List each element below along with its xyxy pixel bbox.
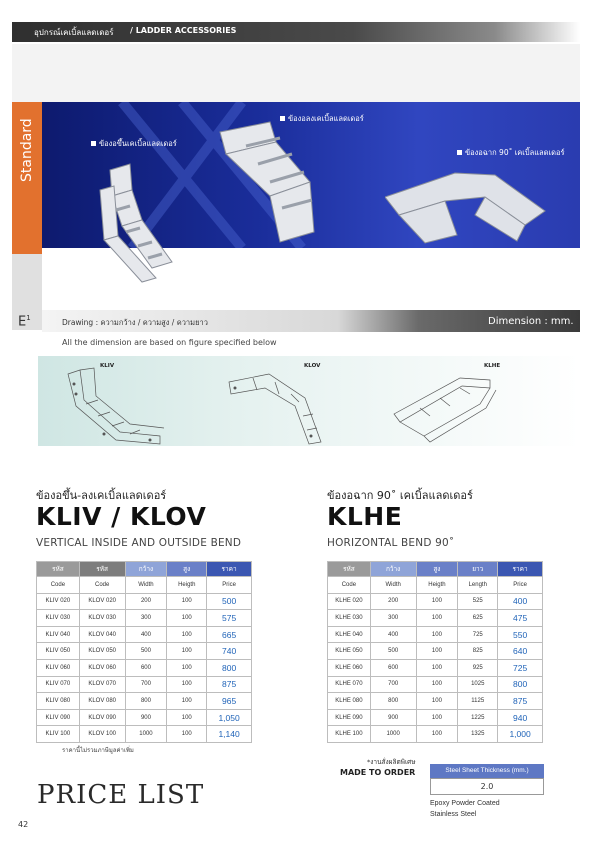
table-cell: 725 bbox=[458, 626, 498, 643]
table-cell: 600 bbox=[125, 659, 167, 676]
table-row bbox=[37, 626, 252, 643]
table-cell: KLHE 030 bbox=[328, 610, 371, 627]
table-row bbox=[328, 626, 543, 643]
table-cell: 500 bbox=[370, 643, 416, 660]
table-cell: 525 bbox=[458, 593, 498, 610]
table-cell: 100 bbox=[416, 626, 458, 643]
kliv-product-image bbox=[70, 150, 190, 300]
vat-note: ราคานี้ไม่รวมภาษีมูลค่าเพิ่ม bbox=[62, 747, 134, 754]
price-cell: 500 bbox=[207, 593, 252, 610]
table-cell: KLIV 050 bbox=[37, 643, 80, 660]
header-band bbox=[12, 44, 580, 102]
table-cell: 700 bbox=[125, 676, 167, 693]
table-cell: 600 bbox=[370, 659, 416, 676]
price-cell: 875 bbox=[207, 676, 252, 693]
standard-label: Standard bbox=[19, 118, 35, 182]
table-cell: KLHE 090 bbox=[328, 709, 371, 726]
dimension-unit: Dimension : mm. bbox=[488, 316, 574, 327]
price-cell: 725 bbox=[498, 659, 543, 676]
table-cell: KLIV 100 bbox=[37, 726, 80, 743]
price-cell: 665 bbox=[207, 626, 252, 643]
table-cell: KLIV 070 bbox=[37, 676, 80, 693]
table-cell: 100 bbox=[416, 593, 458, 610]
price-cell: 1,140 bbox=[207, 726, 252, 743]
table-header-cell: ราคา bbox=[498, 562, 543, 577]
hero-label-inside-text: ข้องอขึ้นเคเบิ้ลแลดเดอร์ bbox=[99, 139, 177, 148]
table-cell: 800 bbox=[370, 693, 416, 710]
table-row bbox=[328, 676, 543, 693]
price-cell: 400 bbox=[498, 593, 543, 610]
section-code bbox=[18, 314, 31, 329]
table-row bbox=[37, 726, 252, 743]
table-cell: KLHE 060 bbox=[328, 659, 371, 676]
table-cell: KLOV 060 bbox=[79, 659, 125, 676]
table-cell: 100 bbox=[167, 726, 207, 743]
table-cell: 800 bbox=[125, 693, 167, 710]
table-cell: 100 bbox=[416, 676, 458, 693]
table-cell: KLOV 050 bbox=[79, 643, 125, 660]
table-cell: KLHE 050 bbox=[328, 643, 371, 660]
table-cell: KLOV 100 bbox=[79, 726, 125, 743]
table-cell: KLOV 020 bbox=[79, 593, 125, 610]
table-cell: 100 bbox=[416, 659, 458, 676]
material-stainless: Stainless Steel bbox=[430, 811, 477, 818]
thickness-header: Steel Sheet Thickness (mm.) bbox=[430, 764, 544, 778]
table-cell: KLIV 030 bbox=[37, 610, 80, 627]
table-cell: KLHE 040 bbox=[328, 626, 371, 643]
made-to-order-thai: *งานสั่งผลิตพิเศษ bbox=[367, 758, 416, 766]
table-cell: 100 bbox=[416, 610, 458, 627]
table-header-cell: กว้าง bbox=[125, 562, 167, 577]
table-header-cell: Price bbox=[207, 577, 252, 594]
hero-label-horizontal-text: ข้องอฉาก 90˚ เคเบิ้ลแลดเดอร์ bbox=[465, 148, 565, 157]
price-cell: 800 bbox=[207, 659, 252, 676]
table-header-cell: สูง bbox=[167, 562, 207, 577]
table-cell: 100 bbox=[167, 593, 207, 610]
page-number: 42 bbox=[18, 820, 29, 829]
price-cell: 475 bbox=[498, 610, 543, 627]
kliv-drawing bbox=[60, 360, 170, 446]
section-code-sup: 1 bbox=[26, 314, 31, 322]
right-product-title: KLHE bbox=[327, 502, 403, 531]
table-cell: 100 bbox=[167, 709, 207, 726]
table-cell: KLHE 080 bbox=[328, 693, 371, 710]
table-cell: 100 bbox=[416, 693, 458, 710]
price-cell: 875 bbox=[498, 693, 543, 710]
table-cell: 200 bbox=[370, 593, 416, 610]
table-cell: 900 bbox=[125, 709, 167, 726]
table-cell: KLIV 090 bbox=[37, 709, 80, 726]
table-cell: 1025 bbox=[458, 676, 498, 693]
table-row bbox=[37, 676, 252, 693]
header-category: / LADDER ACCESSORIES bbox=[130, 26, 237, 35]
table-header-cell: Width bbox=[370, 577, 416, 594]
table-header-cell: รหัส bbox=[328, 562, 371, 577]
table-header-cell: รหัส bbox=[79, 562, 125, 577]
table-header-cell: Width bbox=[125, 577, 167, 594]
table-row bbox=[328, 659, 543, 676]
drawing-caption: Drawing : ความกว้าง / ความสูง / ความยาว bbox=[62, 318, 208, 327]
table-cell: 100 bbox=[167, 643, 207, 660]
table-cell: KLIV 080 bbox=[37, 693, 80, 710]
table-cell: 700 bbox=[370, 676, 416, 693]
price-list-title: PRICE LIST bbox=[37, 780, 205, 810]
right-thai-title: ข้องอฉาก 90˚ เคเบิ้ลแลดเดอร์ bbox=[327, 489, 473, 502]
table-cell: 625 bbox=[458, 610, 498, 627]
table-cell: 100 bbox=[416, 709, 458, 726]
price-cell: 1,050 bbox=[207, 709, 252, 726]
table-header-cell: Length bbox=[458, 577, 498, 594]
kliv-klov-price-table bbox=[36, 561, 252, 743]
klov-drawing bbox=[225, 362, 335, 446]
left-product-title: KLIV / KLOV bbox=[36, 502, 207, 531]
table-cell: 1000 bbox=[125, 726, 167, 743]
table-cell: 100 bbox=[167, 610, 207, 627]
table-cell: 1125 bbox=[458, 693, 498, 710]
table-cell: KLHE 070 bbox=[328, 676, 371, 693]
header-thai-title: อุปกรณ์เคเบิ้ลแลดเดอร์ bbox=[34, 28, 114, 37]
table-row bbox=[37, 643, 252, 660]
table-row bbox=[328, 693, 543, 710]
price-cell: 550 bbox=[498, 626, 543, 643]
table-header-cell: Price bbox=[498, 577, 543, 594]
table-row bbox=[328, 726, 543, 743]
table-cell: 1325 bbox=[458, 726, 498, 743]
table-cell: 1000 bbox=[370, 726, 416, 743]
drawing-label-klov: KLOV bbox=[304, 363, 321, 369]
table-cell: 100 bbox=[167, 659, 207, 676]
table-header-cell: Heigth bbox=[167, 577, 207, 594]
left-thai-title: ข้องอขึ้น-ลงเคเบิ้ลแลดเดอร์ bbox=[36, 489, 167, 502]
klhe-product-image bbox=[385, 165, 555, 255]
table-cell: KLOV 070 bbox=[79, 676, 125, 693]
table-cell: 400 bbox=[125, 626, 167, 643]
price-cell: 575 bbox=[207, 610, 252, 627]
table-english-header-row bbox=[328, 577, 543, 594]
bullet-icon bbox=[91, 141, 96, 146]
table-header-cell: Code bbox=[37, 577, 80, 594]
table-cell: 100 bbox=[167, 626, 207, 643]
price-cell: 965 bbox=[207, 693, 252, 710]
table-english-header-row bbox=[37, 577, 252, 594]
table-row bbox=[328, 709, 543, 726]
table-row bbox=[37, 593, 252, 610]
table-cell: 100 bbox=[167, 676, 207, 693]
table-thai-header-row bbox=[37, 562, 252, 577]
made-to-order-label: MADE TO ORDER bbox=[340, 768, 416, 777]
table-cell: 925 bbox=[458, 659, 498, 676]
table-cell: 300 bbox=[125, 610, 167, 627]
left-product-subtitle: VERTICAL INSIDE AND OUTSIDE BEND bbox=[36, 537, 242, 549]
table-cell: KLOV 030 bbox=[79, 610, 125, 627]
header-bar bbox=[12, 22, 580, 42]
table-cell: KLHE 100 bbox=[328, 726, 371, 743]
drawing-label-kliv: KLIV bbox=[100, 363, 115, 369]
table-cell: KLOV 040 bbox=[79, 626, 125, 643]
table-cell: 100 bbox=[416, 643, 458, 660]
hero-label-outside bbox=[280, 113, 364, 125]
table-row bbox=[328, 610, 543, 627]
hero-label-horizontal bbox=[457, 147, 565, 159]
table-row bbox=[37, 610, 252, 627]
table-row bbox=[328, 593, 543, 610]
price-cell: 640 bbox=[498, 643, 543, 660]
table-header-cell: สูง bbox=[416, 562, 458, 577]
price-cell: 740 bbox=[207, 643, 252, 660]
table-cell: KLIV 040 bbox=[37, 626, 80, 643]
table-row bbox=[37, 693, 252, 710]
bullet-icon bbox=[280, 116, 285, 121]
table-cell: 300 bbox=[370, 610, 416, 627]
table-cell: 825 bbox=[458, 643, 498, 660]
table-header-cell: Code bbox=[79, 577, 125, 594]
klov-product-image bbox=[210, 112, 330, 252]
price-cell: 800 bbox=[498, 676, 543, 693]
table-cell: 400 bbox=[370, 626, 416, 643]
table-header-cell: กว้าง bbox=[370, 562, 416, 577]
table-header-cell: ราคา bbox=[207, 562, 252, 577]
table-thai-header-row bbox=[328, 562, 543, 577]
table-header-cell: ยาว bbox=[458, 562, 498, 577]
table-cell: 200 bbox=[125, 593, 167, 610]
table-cell: KLOV 090 bbox=[79, 709, 125, 726]
table-row bbox=[328, 643, 543, 660]
table-cell: 100 bbox=[416, 726, 458, 743]
table-header-cell: Heigth bbox=[416, 577, 458, 594]
table-row bbox=[37, 659, 252, 676]
table-header-cell: รหัส bbox=[37, 562, 80, 577]
table-header-cell: Code bbox=[328, 577, 371, 594]
price-cell: 1,000 bbox=[498, 726, 543, 743]
price-cell: 940 bbox=[498, 709, 543, 726]
drawing-label-klhe: KLHE bbox=[484, 363, 501, 369]
section-code-letter: E bbox=[18, 314, 27, 330]
table-cell: 900 bbox=[370, 709, 416, 726]
table-cell: KLHE 020 bbox=[328, 593, 371, 610]
table-cell: 500 bbox=[125, 643, 167, 660]
right-product-subtitle: HORIZONTAL BEND 90˚ bbox=[327, 537, 455, 549]
thickness-value: 2.0 bbox=[430, 778, 544, 795]
dimension-note: All the dimension are based on figure specified below bbox=[62, 338, 277, 347]
table-row bbox=[37, 709, 252, 726]
klhe-price-table bbox=[327, 561, 543, 743]
table-cell: 100 bbox=[167, 693, 207, 710]
table-cell: KLOV 080 bbox=[79, 693, 125, 710]
material-epoxy: Epoxy Powder Coated bbox=[430, 800, 500, 807]
hero-label-inside bbox=[91, 138, 177, 150]
hero-label-outside-text: ข้องอลงเคเบิ้ลแลดเดอร์ bbox=[288, 114, 364, 123]
table-cell: KLIV 020 bbox=[37, 593, 80, 610]
klhe-drawing bbox=[390, 364, 520, 446]
table-cell: 1225 bbox=[458, 709, 498, 726]
bullet-icon bbox=[457, 150, 462, 155]
table-cell: KLIV 060 bbox=[37, 659, 80, 676]
